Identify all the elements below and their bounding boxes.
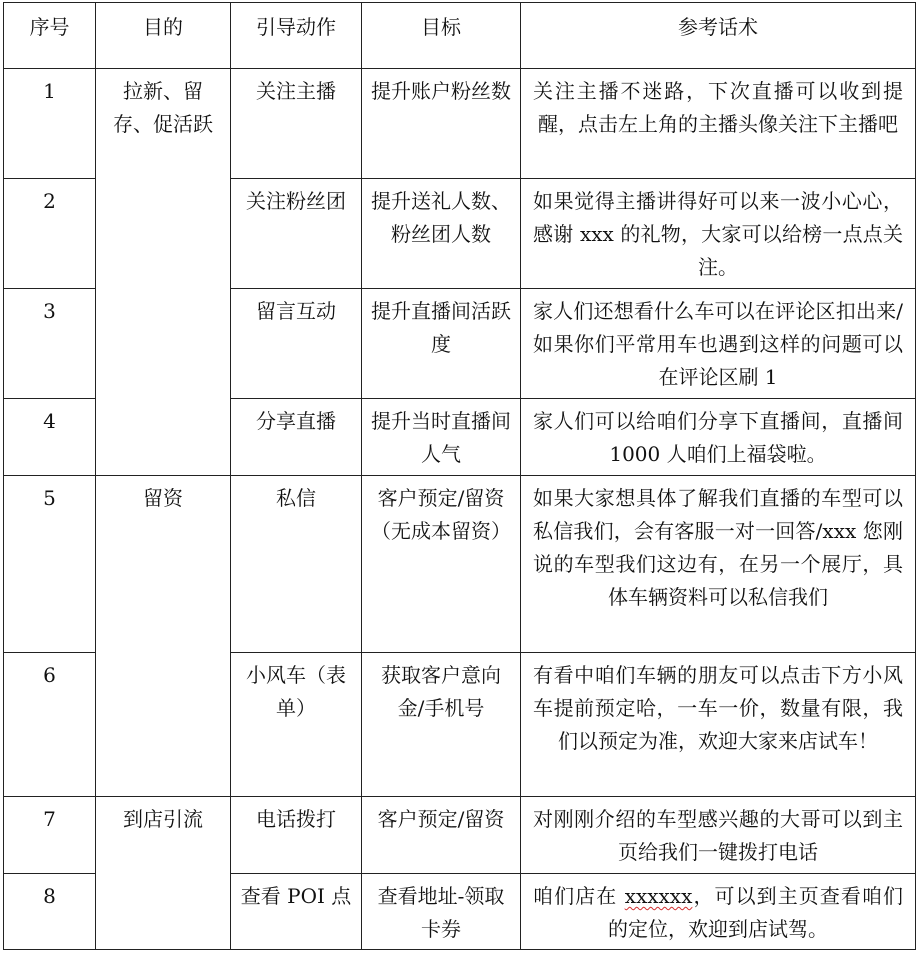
action-cell: 分享直播 — [231, 399, 362, 476]
script-cell: 如果觉得主播讲得好可以来一波小心心，感谢 xxx 的礼物，大家可以给榜一点点关注。 — [521, 179, 916, 289]
header-script: 参考话术 — [521, 3, 916, 69]
purpose-cell: 留资 — [96, 476, 231, 797]
row-index: 4 — [4, 399, 96, 476]
row-index: 3 — [4, 289, 96, 399]
script-cell: 关注主播不迷路，下次直播可以收到提醒，点击左上角的主播头像关注下主播吧 — [521, 69, 916, 179]
goal-cell: 提升当时直播间人气 — [362, 399, 521, 476]
row-index: 1 — [4, 69, 96, 179]
script-text: ，可以到主页查看咱们的定位，欢迎到店试驾。 — [608, 884, 904, 941]
table-row — [4, 69, 916, 179]
table-row — [4, 797, 916, 874]
header-goal: 目标 — [362, 3, 521, 69]
action-cell: 关注粉丝团 — [231, 179, 362, 289]
goal-cell: 查看地址-领取卡券 — [362, 874, 521, 950]
script-cell: 家人们可以给咱们分享下直播间，直播间 1000 人咱们上福袋啦。 — [521, 399, 916, 476]
table-row — [4, 476, 916, 653]
action-cell: 私信 — [231, 476, 362, 653]
header-index: 序号 — [4, 3, 96, 69]
spellcheck-marked-text: xxxxxx — [624, 884, 693, 908]
row-index: 7 — [4, 797, 96, 874]
goal-cell: 提升直播间活跃度 — [362, 289, 521, 399]
row-index: 2 — [4, 179, 96, 289]
goal-cell: 提升送礼人数、粉丝团人数 — [362, 179, 521, 289]
script-cell: 如果大家想具体了解我们直播的车型可以私信我们，会有客服一对一回答/xxx 您刚说的车型我们这边有，在另一个展厅，具体车辆资料可以私信我们 — [521, 476, 916, 653]
action-cell: 留言互动 — [231, 289, 362, 399]
action-cell: 小风车（表单） — [231, 653, 362, 797]
script-text: 咱们店在 — [533, 884, 625, 908]
goal-cell: 客户预定/留资 — [362, 797, 521, 874]
action-cell: 关注主播 — [231, 69, 362, 179]
goal-cell: 客户预定/留资（无成本留资） — [362, 476, 521, 653]
row-index: 5 — [4, 476, 96, 653]
row-index: 6 — [4, 653, 96, 797]
action-cell: 查看 POI 点 — [231, 874, 362, 950]
action-cell: 电话拨打 — [231, 797, 362, 874]
goal-cell: 获取客户意向金/手机号 — [362, 653, 521, 797]
purpose-cell: 拉新、留存、促活跃 — [96, 69, 231, 476]
purpose-cell: 到店引流 — [96, 797, 231, 950]
script-cell — [521, 874, 916, 950]
script-cell: 对刚刚介绍的车型感兴趣的大哥可以到主页给我们一键拨打电话 — [521, 797, 916, 874]
header-row — [4, 3, 916, 69]
script-cell: 家人们还想看什么车可以在评论区扣出来/如果你们平常用车也遇到这样的问题可以在评论区刷 1 — [521, 289, 916, 399]
header-purpose: 目的 — [96, 3, 231, 69]
goal-cell: 提升账户粉丝数 — [362, 69, 521, 179]
guidance-script-table — [3, 2, 916, 950]
script-cell: 有看中咱们车辆的朋友可以点击下方小风车提前预定哈，一车一价，数量有限，我们以预定为准，欢迎大家来店试车！ — [521, 653, 916, 797]
row-index: 8 — [4, 874, 96, 950]
header-action: 引导动作 — [231, 3, 362, 69]
